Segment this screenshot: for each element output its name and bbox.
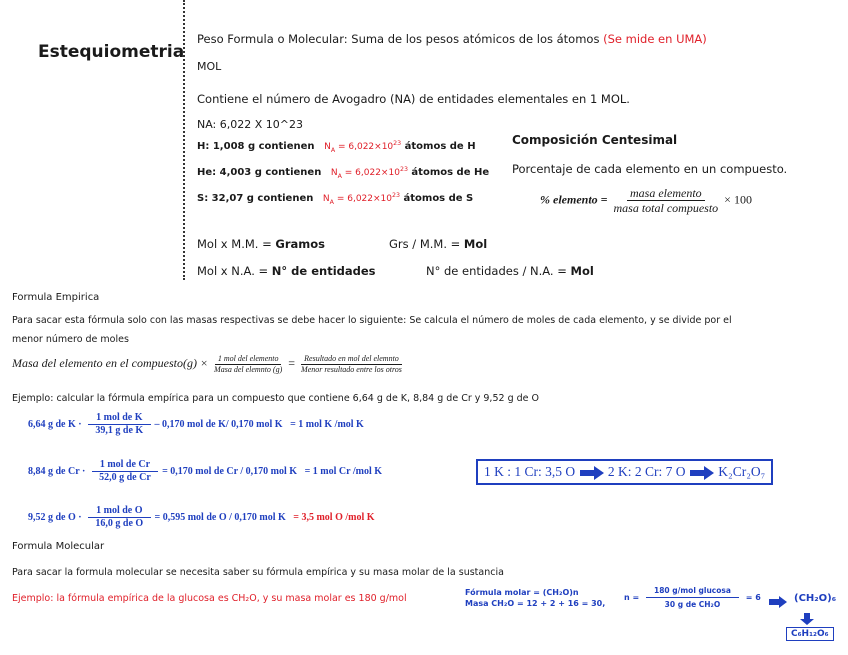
grs-mm-line: Grs / M.M. = Mol — [389, 237, 488, 251]
empirica-para1: Para sacar esta fórmula solo con las masas respectivas se debe hacer lo siguiente: Se calcula el número de moles de cada elemento, y se divide por el — [12, 315, 732, 326]
mol-mm-line: Mol x M.M. = Gramos — [197, 237, 325, 251]
na-value: NA: 6,022 X 10^23 — [197, 118, 303, 131]
avogadro-line: Contiene el número de Avogadro (NA) de entidades elementales en 1 MOL. — [197, 92, 630, 106]
empirica-calc-row: 9,52 g de O · $\frac{\text{1 mol de O}}{\text{16,0 g de O}}$ = 0,595 mol de O / 0,170 mol K = 3,5 mol O /mol K — [28, 505, 375, 529]
ent-na-line: N° de entidades / N.A. = Mol — [426, 264, 594, 278]
empirica-heading: Formula Empirica — [12, 292, 100, 303]
molecular-heading: Formula Molecular — [12, 541, 105, 552]
formula-molar-block: Fórmula molar = (CH₂O)n Masa CH₂O = 12 + 2 + 16 = 30, — [465, 588, 606, 608]
molecular-para: Para sacar la formula molecular se necesita saber su fórmula empírica y su masa molar de la sustancia — [12, 567, 504, 578]
n-calc: n = $\frac{\text{180 g/mol glucosa}}{\text{30 g de CH₂O}}$ = 6 — [624, 586, 761, 609]
molecular-result: (CH₂O)₆ — [794, 593, 837, 604]
ratio-chain — [476, 459, 773, 485]
empirica-calc-row: 8,84 g de Cr · $\frac{\text{1 mol de Cr}}{\text{52,0 g de Cr}}$ = 0,170 mol de Cr / 0,170 mol K = 1 mol Cr /mol K — [28, 459, 383, 483]
empirica-para2: menor número de moles — [12, 334, 129, 345]
glucose-formula: C₆H₁₂O₆ — [786, 627, 834, 641]
na-example-row: He: 4,003 g contienen $N_A = 6,022\times 10^{23}$ átomos de He — [197, 166, 490, 180]
mol-na-line: Mol x N.A. = N° de entidades — [197, 264, 376, 278]
final-formula: K₂Cr₂O₇ — [718, 464, 766, 479]
arrow-down-icon — [800, 613, 814, 625]
empirica-ejemplo: Ejemplo: calcular la fórmula empírica para un compuesto que contiene 6,64 g de K, 8,84 g de Cr y 9,52 g de O — [12, 393, 539, 404]
ratio-1: 1 K : 1 Cr: 3,5 O — [484, 464, 576, 479]
na-example-row: S: 32,07 g contienen $N_A = 6,022\times 10^{23}$ átomos de S — [197, 192, 474, 206]
arrow-right-icon — [579, 466, 605, 480]
mol-label: MOL — [197, 60, 222, 73]
divider-line — [183, 0, 185, 280]
ratio-2: 2 K: 2 Cr: 7 O — [607, 464, 686, 479]
arrow-right-icon — [768, 596, 788, 608]
empirica-calc-row: 6,64 g de K · $\frac{\text{1 mol de K}}{\text{39,1 g de K}}$ – 0,170 mol de K/ 0,170 mol K = 1 mol K /mol K — [28, 412, 364, 436]
peso-formula-line: Peso Formula o Molecular: Suma de los pesos atómicos de los átomos (Se mide en UMA) — [197, 32, 707, 46]
page-title: Estequiometria — [38, 42, 185, 62]
na-example-row: H: 1,008 g contienen $N_A = 6,022\times 10^{23}$ átomos de H — [197, 140, 476, 154]
empirica-formula: Masa del elemento en el compuesto(g) × $\frac{\text{1 mol del elemento}}{\text{Masa del elemnto (g)}}$ = $\frac{\text{Resultado en mol del elemnto}}{\text{Menor resultado entre los otros}}$ — [12, 354, 402, 374]
arrow-right-icon — [689, 466, 715, 480]
comp-title: Composición Centesimal — [512, 133, 678, 147]
comp-desc: Porcentaje de cada elemento en un compuesto. — [512, 162, 788, 176]
comp-formula: % elemento = $\frac{\text{masa elemento}}{\text{masa total compuesto}}$ × 100 — [540, 186, 752, 216]
molecular-ejemplo: Ejemplo: la fórmula empírica de la glucosa es CH₂O, y su masa molar es 180 g/mol — [12, 593, 407, 604]
